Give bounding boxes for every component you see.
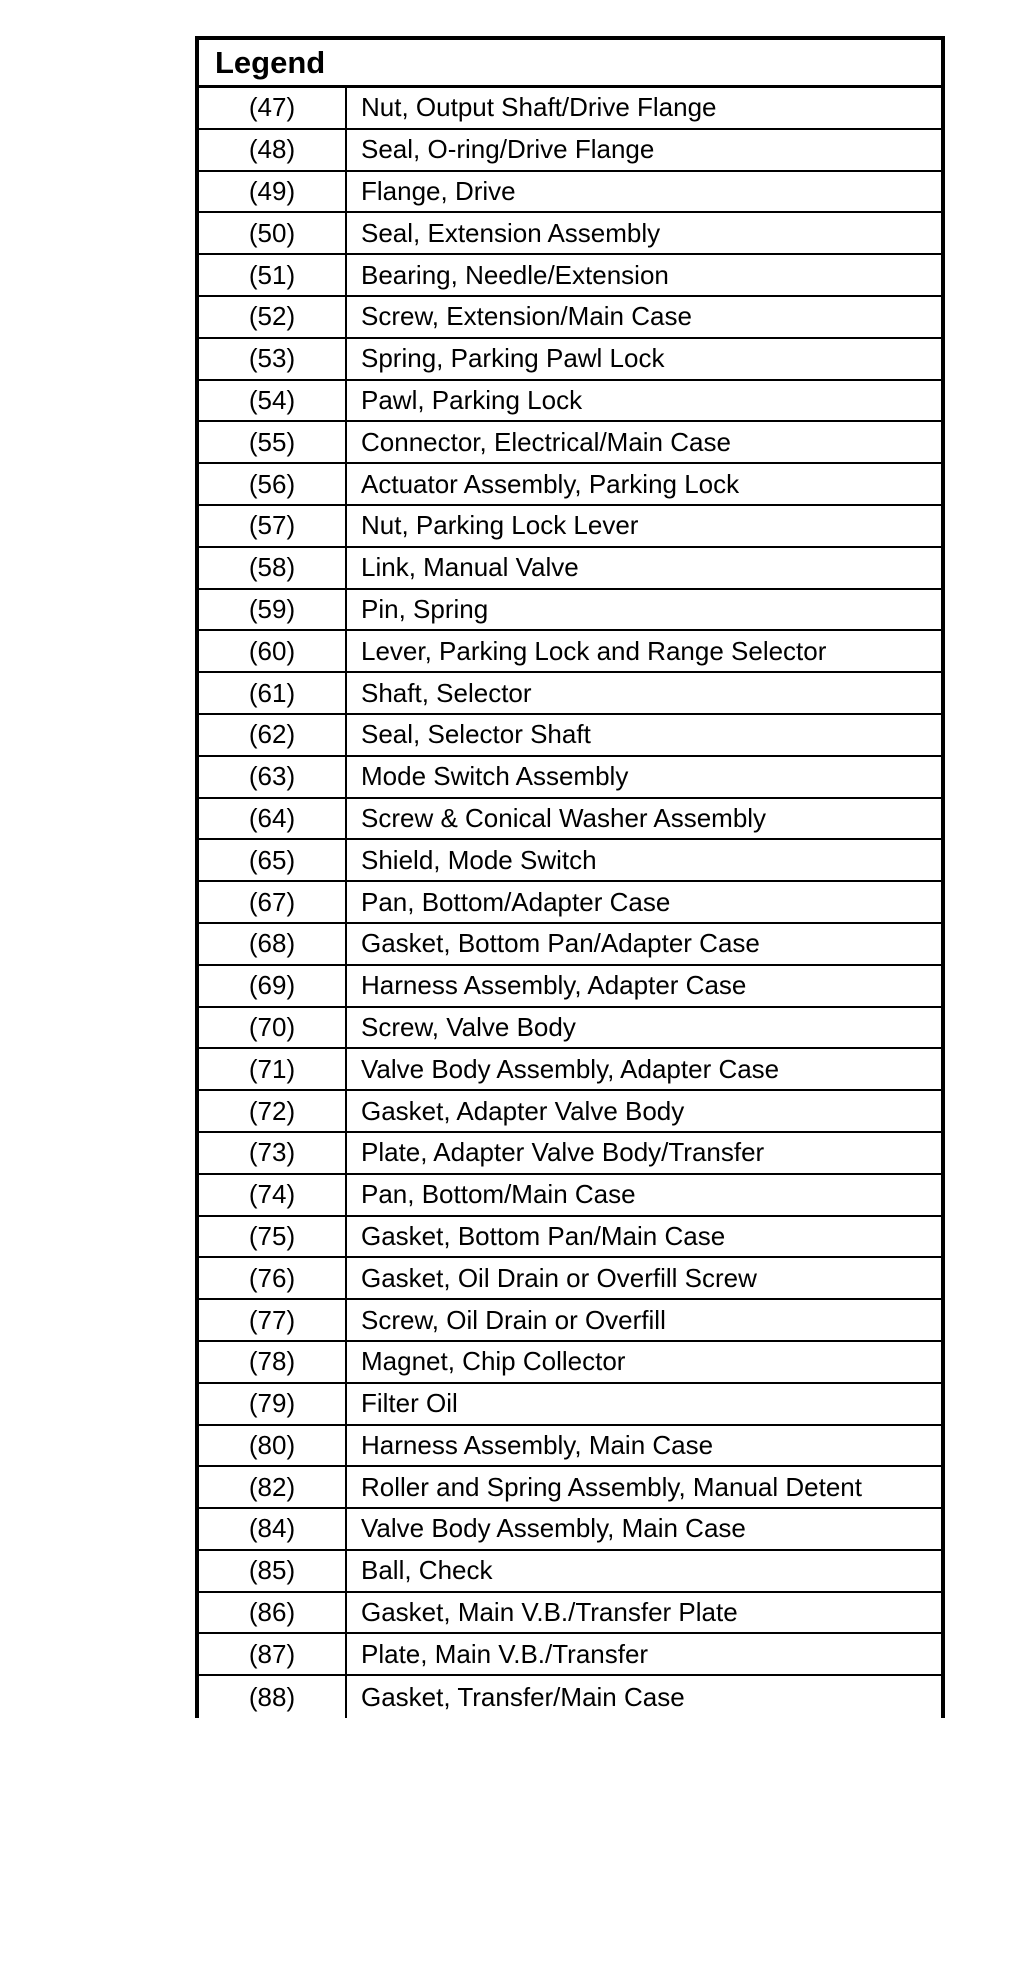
table-row xyxy=(199,1426,941,1468)
table-row xyxy=(199,130,941,172)
item-description: Gasket, Bottom Pan/Main Case xyxy=(361,1220,726,1251)
item-description: Valve Body Assembly, Adapter Case xyxy=(361,1053,780,1084)
item-description: Magnet, Chip Collector xyxy=(361,1346,626,1377)
table-row xyxy=(199,799,941,841)
table-row xyxy=(199,464,941,506)
item-description: Screw, Extension/Main Case xyxy=(361,301,692,332)
item-description: Seal, Selector Shaft xyxy=(361,719,591,750)
table-row xyxy=(199,1676,941,1718)
item-number: (52) xyxy=(199,297,347,337)
item-number: (49) xyxy=(199,172,347,212)
item-number: (48) xyxy=(199,130,347,170)
item-number: (69) xyxy=(199,966,347,1006)
table-row xyxy=(199,715,941,757)
item-number: (60) xyxy=(199,631,347,671)
item-number: (59) xyxy=(199,590,347,630)
item-number: (86) xyxy=(199,1593,347,1633)
table-row xyxy=(199,1008,941,1050)
item-description: Mode Switch Assembly xyxy=(361,761,629,792)
item-description: Pawl, Parking Lock xyxy=(361,384,583,415)
table-row xyxy=(199,339,941,381)
table-row xyxy=(199,422,941,464)
item-description: Gasket, Oil Drain or Overfill Screw xyxy=(361,1262,757,1293)
legend-rows xyxy=(199,88,941,1718)
table-row xyxy=(199,172,941,214)
item-number: (62) xyxy=(199,715,347,755)
table-row xyxy=(199,1384,941,1426)
table-row xyxy=(199,88,941,130)
legend-title: Legend xyxy=(199,40,941,88)
item-number: (61) xyxy=(199,673,347,713)
item-description: Roller and Spring Assembly, Manual Detent xyxy=(361,1471,862,1502)
item-description: Pin, Spring xyxy=(361,593,489,624)
table-row xyxy=(199,1593,941,1635)
item-description: Harness Assembly, Adapter Case xyxy=(361,970,747,1001)
item-number: (51) xyxy=(199,255,347,295)
table-row xyxy=(199,590,941,632)
table-row xyxy=(199,297,941,339)
item-description: Shaft, Selector xyxy=(361,677,532,708)
item-number: (80) xyxy=(199,1426,347,1466)
table-row xyxy=(199,1133,941,1175)
table-row xyxy=(199,673,941,715)
item-number: (77) xyxy=(199,1300,347,1340)
item-number: (76) xyxy=(199,1258,347,1298)
item-description: Filter Oil xyxy=(361,1388,458,1419)
item-description: Connector, Electrical/Main Case xyxy=(361,426,731,457)
item-description: Lever, Parking Lock and Range Selector xyxy=(361,635,827,666)
item-description: Seal, Extension Assembly xyxy=(361,217,661,248)
item-number: (68) xyxy=(199,924,347,964)
table-row xyxy=(199,882,941,924)
legend-table xyxy=(195,36,945,1718)
item-description: Actuator Assembly, Parking Lock xyxy=(361,468,740,499)
item-number: (65) xyxy=(199,840,347,880)
item-number: (57) xyxy=(199,506,347,546)
table-row xyxy=(199,1049,941,1091)
table-row xyxy=(199,213,941,255)
item-description: Plate, Main V.B./Transfer xyxy=(361,1638,649,1669)
item-description: Screw, Oil Drain or Overfill xyxy=(361,1304,666,1335)
table-row xyxy=(199,840,941,882)
item-description: Gasket, Adapter Valve Body xyxy=(361,1095,685,1126)
table-row xyxy=(199,924,941,966)
item-number: (70) xyxy=(199,1008,347,1048)
item-description: Nut, Output Shaft/Drive Flange xyxy=(361,92,717,123)
table-row xyxy=(199,255,941,297)
table-row xyxy=(199,1467,941,1509)
item-number: (63) xyxy=(199,757,347,797)
item-number: (75) xyxy=(199,1217,347,1257)
item-description: Screw, Valve Body xyxy=(361,1011,576,1042)
item-number: (54) xyxy=(199,381,347,421)
item-number: (79) xyxy=(199,1384,347,1424)
table-row xyxy=(199,548,941,590)
item-number: (87) xyxy=(199,1634,347,1674)
table-row xyxy=(199,631,941,673)
item-description: Spring, Parking Pawl Lock xyxy=(361,343,665,374)
table-row xyxy=(199,1509,941,1551)
item-number: (84) xyxy=(199,1509,347,1549)
item-number: (50) xyxy=(199,213,347,253)
table-row xyxy=(199,1300,941,1342)
table-row xyxy=(199,1217,941,1259)
item-description: Screw & Conical Washer Assembly xyxy=(361,802,767,833)
table-row xyxy=(199,757,941,799)
item-number: (73) xyxy=(199,1133,347,1173)
table-row xyxy=(199,966,941,1008)
item-number: (71) xyxy=(199,1049,347,1089)
item-number: (67) xyxy=(199,882,347,922)
item-number: (56) xyxy=(199,464,347,504)
table-row xyxy=(199,1634,941,1676)
item-number: (53) xyxy=(199,339,347,379)
table-row xyxy=(199,1551,941,1593)
item-number: (47) xyxy=(199,88,347,128)
item-number: (88) xyxy=(199,1676,347,1718)
item-number: (78) xyxy=(199,1342,347,1382)
item-description: Link, Manual Valve xyxy=(361,552,579,583)
item-description: Shield, Mode Switch xyxy=(361,844,597,875)
table-row xyxy=(199,381,941,423)
item-description: Pan, Bottom/Main Case xyxy=(361,1179,636,1210)
item-description: Nut, Parking Lock Lever xyxy=(361,510,639,541)
item-description: Harness Assembly, Main Case xyxy=(361,1429,714,1460)
item-description: Plate, Adapter Valve Body/Transfer xyxy=(361,1137,765,1168)
table-row xyxy=(199,1091,941,1133)
item-description: Gasket, Bottom Pan/Adapter Case xyxy=(361,928,760,959)
item-number: (58) xyxy=(199,548,347,588)
item-description: Valve Body Assembly, Main Case xyxy=(361,1513,746,1544)
table-row xyxy=(199,506,941,548)
item-number: (72) xyxy=(199,1091,347,1131)
item-description: Seal, O-ring/Drive Flange xyxy=(361,134,655,165)
item-description: Flange, Drive xyxy=(361,175,516,206)
table-row xyxy=(199,1342,941,1384)
table-row xyxy=(199,1175,941,1217)
table-row xyxy=(199,1258,941,1300)
item-description: Bearing, Needle/Extension xyxy=(361,259,669,290)
item-number: (82) xyxy=(199,1467,347,1507)
item-description: Gasket, Main V.B./Transfer Plate xyxy=(361,1597,738,1628)
item-number: (64) xyxy=(199,799,347,839)
item-description: Gasket, Transfer/Main Case xyxy=(361,1681,685,1712)
item-description: Ball, Check xyxy=(361,1555,493,1586)
item-number: (55) xyxy=(199,422,347,462)
item-number: (85) xyxy=(199,1551,347,1591)
item-number: (74) xyxy=(199,1175,347,1215)
item-description: Pan, Bottom/Adapter Case xyxy=(361,886,671,917)
